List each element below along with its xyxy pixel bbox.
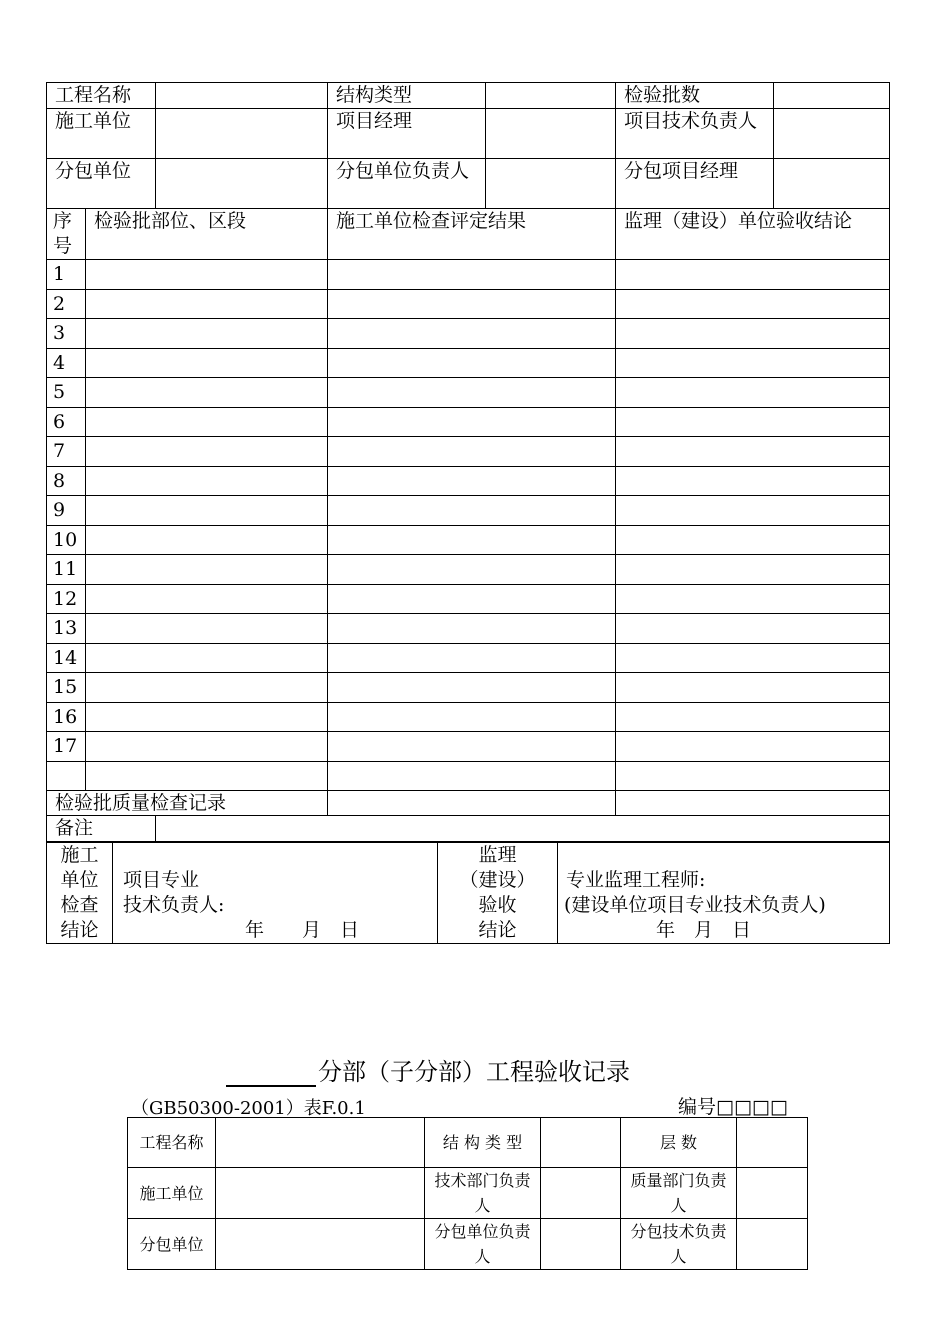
day-label: 日: [340, 919, 360, 941]
quality-record-contractor[interactable]: [328, 791, 616, 816]
t2-subcontractor-value[interactable]: [216, 1219, 425, 1270]
row-number: 10: [47, 525, 86, 555]
row-contractor-result[interactable]: [328, 673, 616, 703]
supervisor-sign-cell[interactable]: [558, 843, 890, 944]
row-location[interactable]: [86, 348, 328, 378]
row-location[interactable]: [86, 732, 328, 762]
year-label: 年: [245, 919, 265, 941]
row-number: 2: [47, 289, 86, 319]
contractor-value[interactable]: [156, 109, 328, 159]
row-contractor-result[interactable]: [328, 614, 616, 644]
division-acceptance-table: [127, 1117, 808, 1270]
table-row: [47, 407, 890, 437]
t2-floors-label: 层 数: [621, 1118, 737, 1168]
row-location[interactable]: [86, 289, 328, 319]
t2-sub-tech-label: 分包技术负责人: [621, 1219, 737, 1270]
row-contractor-result[interactable]: [328, 761, 616, 791]
row-number: 15: [47, 673, 86, 703]
project-manager-value[interactable]: [486, 109, 616, 159]
row-supervisor-result[interactable]: [616, 466, 890, 496]
seq-header: 序号: [47, 209, 86, 260]
row-contractor-result[interactable]: [328, 378, 616, 408]
row-number: 9: [47, 496, 86, 526]
contractor-label: 施工单位: [47, 109, 156, 159]
table-row: [47, 437, 890, 467]
t2-tech-dept-label: 技术部门负责人: [425, 1168, 541, 1219]
month-label-2: 月: [694, 919, 714, 941]
sub-pm-label: 分包项目经理: [616, 159, 774, 209]
row-supervisor-result[interactable]: [616, 437, 890, 467]
tech-lead-label: 项目技术负责人: [616, 109, 774, 159]
row-location[interactable]: [86, 260, 328, 290]
table-row: [47, 289, 890, 319]
row-location[interactable]: [86, 643, 328, 673]
table-row: [47, 732, 890, 762]
quality-record-supervisor[interactable]: [616, 791, 890, 816]
subcontractor-value[interactable]: [156, 159, 328, 209]
row-contractor-result[interactable]: [328, 466, 616, 496]
row-number: 7: [47, 437, 86, 467]
row-number: 14: [47, 643, 86, 673]
subcontractor-label: 分包单位: [47, 159, 156, 209]
row-supervisor-result[interactable]: [616, 761, 890, 791]
quality-record-label: 检验批质量检查记录: [47, 791, 328, 816]
tech-lead-value[interactable]: [774, 109, 890, 159]
contractor-sign-cell[interactable]: [113, 843, 438, 944]
structure-type-value[interactable]: [486, 83, 616, 109]
row-contractor-result[interactable]: [328, 702, 616, 732]
title-blank[interactable]: [226, 1059, 316, 1087]
row-supervisor-result[interactable]: [616, 496, 890, 526]
row-location[interactable]: [86, 466, 328, 496]
project-name-label: 工程名称: [47, 83, 156, 109]
t2-sub-lead-label: 分包单位负责人: [425, 1219, 541, 1270]
t2-contractor-label: 施工单位: [128, 1168, 216, 1219]
row-number: 6: [47, 407, 86, 437]
row-supervisor-result[interactable]: [616, 525, 890, 555]
row-location[interactable]: [86, 673, 328, 703]
row-contractor-result[interactable]: [328, 555, 616, 585]
row-supervisor-result[interactable]: [616, 702, 890, 732]
t2-structure-type-label: 结 构 类 型: [425, 1118, 541, 1168]
project-manager-label: 项目经理: [328, 109, 486, 159]
row-number: 8: [47, 466, 86, 496]
project-name-value[interactable]: [156, 83, 328, 109]
t2-contractor-value[interactable]: [216, 1168, 425, 1219]
form-code: 编号□□□□: [678, 1096, 788, 1118]
t2-tech-dept-value[interactable]: [541, 1168, 621, 1219]
year-label-2: 年: [656, 919, 676, 941]
row-supervisor-result[interactable]: [616, 289, 890, 319]
sub-lead-value[interactable]: [486, 159, 616, 209]
remarks-value[interactable]: [156, 816, 890, 842]
t2-quality-dept-label: 质量部门负责人: [621, 1168, 737, 1219]
row-supervisor-result[interactable]: [616, 348, 890, 378]
contractor-sign-line1: 项目专业: [123, 869, 200, 891]
row-location[interactable]: [86, 319, 328, 349]
t2-sub-tech-value[interactable]: [737, 1219, 808, 1270]
table-row: [47, 348, 890, 378]
row-supervisor-result[interactable]: [616, 584, 890, 614]
standard-ref: （GB50300-2001）表F.0.1: [131, 1098, 366, 1119]
row-contractor-result[interactable]: [328, 525, 616, 555]
row-supervisor-result[interactable]: [616, 319, 890, 349]
row-supervisor-result[interactable]: [616, 555, 890, 585]
row-contractor-result[interactable]: [328, 348, 616, 378]
row-contractor-result[interactable]: [328, 289, 616, 319]
table-row: [47, 584, 890, 614]
row-location[interactable]: [86, 525, 328, 555]
row-contractor-result[interactable]: [328, 584, 616, 614]
row-supervisor-result[interactable]: [616, 260, 890, 290]
row-contractor-result[interactable]: [328, 407, 616, 437]
row-contractor-result[interactable]: [328, 643, 616, 673]
row-location[interactable]: [86, 584, 328, 614]
table-row: [47, 260, 890, 290]
supervisor-date: [566, 918, 889, 943]
table-row: [47, 525, 890, 555]
t2-project-name-value[interactable]: [216, 1118, 425, 1168]
row-contractor-result[interactable]: [328, 319, 616, 349]
row-supervisor-result[interactable]: [616, 643, 890, 673]
table-row: [47, 702, 890, 732]
row-number: 13: [47, 614, 86, 644]
row-contractor-result[interactable]: [328, 260, 616, 290]
supervisor-conclusion-line4: 结论: [478, 919, 517, 941]
contractor-conclusion-label: [47, 843, 113, 944]
conclusion-table: [46, 842, 890, 944]
supervisor-conclusion-line2: （建设）: [459, 869, 536, 891]
batch-count-label: 检验批数: [616, 83, 774, 109]
form-title-text: 分部（子分部）工程验收记录: [318, 1058, 630, 1086]
batch-count-value[interactable]: [774, 83, 890, 109]
contractor-date: [121, 918, 437, 943]
row-supervisor-result[interactable]: [616, 378, 890, 408]
contractor-conclusion-text: 施工单位检查结论: [60, 844, 99, 941]
row-number: 3: [47, 319, 86, 349]
table-row: [47, 761, 890, 791]
row-number: [47, 761, 86, 791]
row-number: 17: [47, 732, 86, 762]
table-row: [47, 673, 890, 703]
table-row: [47, 643, 890, 673]
day-label-2: 日: [732, 919, 752, 941]
contractor-sign-line2: 技术负责人:: [123, 894, 225, 916]
supervisor-conclusion-label: [438, 843, 558, 944]
structure-type-label: 结构类型: [328, 83, 486, 109]
row-number: 5: [47, 378, 86, 408]
row-location[interactable]: [86, 407, 328, 437]
row-location[interactable]: [86, 555, 328, 585]
t2-quality-dept-value[interactable]: [737, 1168, 808, 1219]
row-contractor-result[interactable]: [328, 496, 616, 526]
row-number: 16: [47, 702, 86, 732]
t2-sub-lead-value[interactable]: [541, 1219, 621, 1270]
row-number: 11: [47, 555, 86, 585]
row-supervisor-result[interactable]: [616, 614, 890, 644]
row-location[interactable]: [86, 378, 328, 408]
row-number: 1: [47, 260, 86, 290]
table-row: [47, 555, 890, 585]
table-row: [47, 496, 890, 526]
table-row: [47, 614, 890, 644]
row-location[interactable]: [86, 437, 328, 467]
month-label: 月: [302, 919, 322, 941]
sub-pm-value[interactable]: [774, 159, 890, 209]
row-supervisor-result[interactable]: [616, 732, 890, 762]
row-number: 12: [47, 584, 86, 614]
row-location[interactable]: [86, 496, 328, 526]
supervisor-sign-line2: (建设单位项目专业技术负责人): [564, 894, 826, 916]
supervisor-sign-line1: 专业监理工程师:: [566, 869, 706, 891]
row-contractor-result[interactable]: [328, 437, 616, 467]
supervisor-result-header: 监理（建设）单位验收结论: [616, 209, 890, 260]
supervisor-conclusion-line1: 监理: [478, 844, 517, 866]
row-supervisor-result[interactable]: [616, 673, 890, 703]
row-location[interactable]: [86, 702, 328, 732]
contractor-result-header: 施工单位检查评定结果: [328, 209, 616, 260]
sub-lead-label: 分包单位负责人: [328, 159, 486, 209]
t2-subcontractor-label: 分包单位: [128, 1219, 216, 1270]
location-header: 检验批部位、区段: [86, 209, 328, 260]
form-title: [226, 1052, 630, 1087]
row-contractor-result[interactable]: [328, 732, 616, 762]
t2-floors-value[interactable]: [737, 1118, 808, 1168]
remarks-label: 备注: [47, 816, 156, 842]
table-row: [47, 319, 890, 349]
row-number: 4: [47, 348, 86, 378]
inspection-batch-table: [46, 82, 890, 842]
row-supervisor-result[interactable]: [616, 407, 890, 437]
t2-structure-type-value[interactable]: [541, 1118, 621, 1168]
table-row: [47, 466, 890, 496]
row-location[interactable]: [86, 761, 328, 791]
supervisor-conclusion-line3: 验收: [478, 894, 517, 916]
table-row: [47, 378, 890, 408]
row-location[interactable]: [86, 614, 328, 644]
t2-project-name-label: 工程名称: [128, 1118, 216, 1168]
